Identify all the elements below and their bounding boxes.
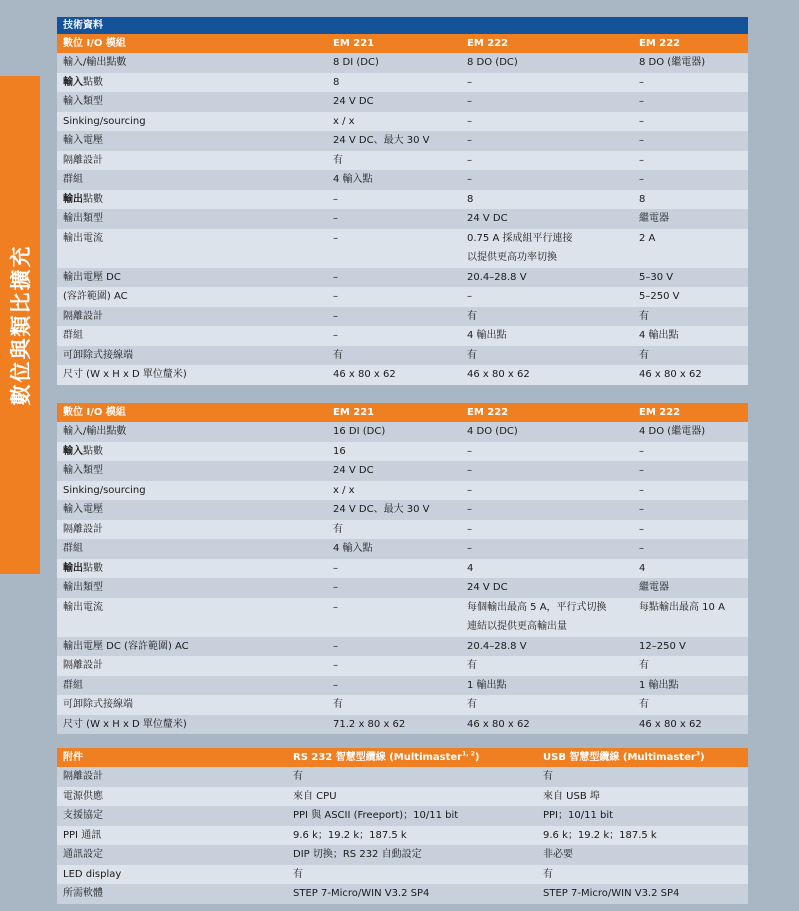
table-cell: 1 輸出點 (467, 679, 507, 691)
row-label-text: 隔離設計 (63, 154, 103, 166)
table-cell: – (467, 445, 472, 457)
table-row (57, 461, 748, 481)
table-cell: – (467, 115, 472, 127)
row-label-text: 輸出類型 (63, 582, 103, 593)
table-cell: 8 (333, 76, 340, 88)
table-cell: 有 (543, 771, 553, 782)
table-cell: – (333, 291, 338, 302)
table-cell: – (333, 232, 338, 244)
row-label-text: 點數 (83, 562, 103, 574)
header-cell: EM 222 (639, 407, 681, 418)
row-label-text: 輸入電壓 (63, 504, 103, 515)
header-cell: RS 232 智慧型纜線 (Multimaster$^{1, 2}$) (293, 750, 480, 763)
table-cell: 24 V DC (333, 465, 374, 476)
row-label (57, 500, 327, 520)
row-label-text: 輸入類型 (63, 96, 103, 107)
header-cell: EM 222 (467, 407, 509, 418)
table-row (57, 539, 748, 559)
cell-line: 以提供更高功率切換 (467, 252, 557, 263)
table-cell: – (639, 484, 644, 496)
table-cell: – (333, 330, 338, 341)
row-label (57, 422, 327, 442)
table-cell: 24 V DC (467, 213, 508, 224)
table-cell: 4 輸入點 (333, 174, 373, 185)
header-cell: 附件 (63, 752, 83, 763)
row-label-text: 點數 (83, 193, 103, 205)
table-row (57, 695, 748, 715)
row-label (57, 656, 327, 676)
table-row (57, 845, 748, 865)
table-row (57, 346, 748, 366)
table-cell: – (333, 193, 338, 205)
table-cell: 4 DO (DC) (467, 426, 518, 437)
table-cell: – (467, 291, 472, 302)
header-cell: EM 221 (333, 38, 375, 49)
section-side-tab (0, 76, 40, 574)
table-title: 技術資料 (57, 17, 748, 34)
table-cell: – (639, 504, 644, 515)
header-cell: 數位 I/O 模組 (63, 38, 126, 49)
row-label (57, 92, 327, 112)
header-cell: EM 221 (333, 407, 375, 418)
table-cell: – (639, 96, 644, 107)
table-cell: 有 (293, 868, 303, 880)
table-cell: 8 DO (繼電器) (639, 57, 706, 68)
table-cell: 非必要 (543, 849, 573, 860)
row-label (57, 481, 327, 501)
table-row (57, 578, 748, 598)
table-cell: 有 (333, 699, 343, 710)
table-row (57, 442, 748, 462)
row-label (57, 461, 327, 481)
table-cell: – (467, 523, 472, 535)
table-cell: 有 (639, 660, 649, 671)
row-label: 通訊設定 (63, 849, 103, 860)
table-cell: – (639, 523, 644, 535)
table-cell: 24 V DC (467, 582, 508, 593)
cell-line: 0.75 A 採成組平行連接 (467, 232, 573, 244)
table-cell: 24 V DC、最大 30 V (333, 135, 430, 146)
table-cell (461, 229, 633, 268)
row-label-text: 群組 (63, 330, 83, 341)
table-cell: 5–250 V (639, 291, 680, 302)
table-cell: 20.4–28.8 V (467, 271, 527, 283)
row-label (57, 151, 327, 171)
table-cell: 71.2 x 80 x 62 (333, 718, 406, 730)
table-cell: 有 (293, 771, 303, 782)
table-cell: – (333, 271, 338, 283)
table-row (57, 53, 748, 73)
table-cell: DIP 切換；RS 232 自動設定 (293, 849, 422, 860)
section-title: 數位與類比擴充 (9, 244, 33, 406)
table-cell: – (639, 465, 644, 476)
table-cell: – (467, 154, 472, 166)
row-label-text: 輸出電流 (63, 601, 103, 613)
table-row (57, 326, 748, 346)
table-cell: x / x (333, 115, 355, 127)
row-label (57, 520, 327, 540)
row-label (57, 190, 327, 210)
row-label-text: 點數 (83, 76, 103, 88)
table-row (57, 676, 748, 696)
table-cell: 4 DO (繼電器) (639, 426, 706, 437)
row-label-bold: 輸入 (63, 445, 83, 457)
row-label-text: 群組 (63, 174, 83, 185)
table-cell: – (639, 115, 644, 127)
row-label (57, 539, 327, 559)
row-label (57, 695, 327, 715)
row-label (57, 637, 327, 657)
header-cell: EM 222 (639, 38, 681, 49)
table-cell: – (333, 679, 338, 691)
table-cell: 有 (639, 699, 649, 710)
table-cell: 12–250 V (639, 640, 686, 652)
row-label-text: 輸入類型 (63, 465, 103, 476)
table-cell: 20.4–28.8 V (467, 640, 527, 652)
table-cell: 5–30 V (639, 271, 674, 283)
table-cell: 8 DO (DC) (467, 57, 518, 68)
table-cell: – (639, 135, 644, 146)
row-label (57, 268, 327, 288)
table-cell: 4 輸出點 (639, 330, 679, 341)
row-label-text: 群組 (63, 543, 83, 554)
table-cell: 2 A (639, 232, 656, 244)
table-body (57, 422, 748, 734)
table-cell: 46 x 80 x 62 (467, 369, 530, 380)
table-row (57, 767, 748, 787)
table-cell: – (467, 135, 472, 146)
table-cell: 4 輸入點 (333, 543, 373, 554)
table-row (57, 422, 748, 442)
table-cell: 有 (639, 310, 649, 322)
table-cell: 1 輸出點 (639, 679, 679, 691)
row-label (57, 598, 327, 618)
spec-table-1 (57, 17, 748, 385)
accessory-table (57, 748, 748, 904)
table-cell: – (333, 660, 338, 671)
table-cell: 24 V DC、最大 30 V (333, 504, 430, 515)
header-cell: 數位 I/O 模組 (63, 407, 126, 418)
table-cell: – (467, 504, 472, 515)
table-row (57, 481, 748, 501)
row-label-text: 可卸除式接線端 (63, 349, 133, 361)
row-label-text: Sinking/sourcing (63, 484, 146, 496)
table-row (57, 190, 748, 210)
table-row (57, 365, 748, 385)
table-cell: – (639, 445, 644, 457)
table-cell: PPI；10/11 bit (543, 810, 614, 821)
table-row (57, 287, 748, 307)
row-label (57, 326, 327, 346)
row-label (57, 715, 327, 735)
table-cell: – (467, 465, 472, 476)
table-cell: 每點輸出最高 10 A (639, 601, 725, 613)
table-row (57, 151, 748, 171)
table-cell: 16 DI (DC) (333, 426, 386, 437)
table-cell: – (467, 96, 472, 107)
table-cell: – (467, 76, 472, 88)
table-cell: PPI 與 ASCII (Freeport)；10/11 bit (293, 810, 459, 821)
header-cell: EM 222 (467, 38, 509, 49)
table-row (57, 884, 748, 904)
table-cell: 4 (639, 562, 646, 574)
table-body (57, 53, 748, 385)
header-cell: USB 智慧型纜線 (Multimaster$^3$) (543, 750, 705, 763)
table-cell: 來自 USB 埠 (543, 790, 600, 802)
table-header (57, 403, 748, 422)
row-label-text: 隔離設計 (63, 310, 103, 322)
row-label (57, 365, 327, 385)
table-cell: 來自 CPU (293, 790, 337, 802)
table-body (57, 767, 748, 904)
table-header (57, 34, 748, 53)
row-label (57, 229, 327, 249)
table-cell: 46 x 80 x 62 (467, 718, 530, 730)
row-label (57, 73, 327, 93)
table-cell: 46 x 80 x 62 (639, 718, 702, 730)
table-cell: 繼電器 (639, 213, 669, 224)
row-label-bold: 輸出 (63, 193, 83, 205)
table-cell: 有 (467, 660, 477, 671)
table-cell: – (333, 582, 338, 593)
table-cell: 16 (333, 445, 346, 457)
table-row (57, 268, 748, 288)
table-cell: 4 (467, 562, 474, 574)
table-cell: STEP 7-Micro/WIN V3.2 SP4 (543, 888, 680, 899)
row-label: 隔離設計 (63, 771, 103, 782)
table-cell: – (639, 174, 644, 185)
row-label-text: 輸入電壓 (63, 135, 103, 146)
table-row (57, 500, 748, 520)
table-cell: 8 (467, 193, 474, 205)
row-label: 支援協定 (63, 810, 103, 821)
table-row (57, 112, 748, 132)
row-label: 電源供應 (63, 790, 103, 802)
table-cell: 有 (467, 310, 477, 322)
row-label (57, 676, 327, 696)
table-row (57, 806, 748, 826)
table-cell: – (333, 310, 338, 322)
row-label (57, 559, 327, 579)
row-label (57, 209, 327, 229)
cell-line: 連結以提供更高輸出量 (467, 621, 567, 632)
row-label-text: (容許範圍) AC (63, 291, 128, 302)
table-cell: 8 DI (DC) (333, 57, 379, 68)
row-label-text: 輸出電流 (63, 232, 103, 244)
row-label (57, 53, 327, 73)
table-row (57, 170, 748, 190)
table-cell: – (333, 601, 338, 613)
table-row (57, 826, 748, 846)
table-cell: 有 (333, 523, 343, 535)
row-label-text: 輸出電壓 DC (63, 271, 121, 283)
row-label-text: 隔離設計 (63, 523, 103, 535)
table-cell: 有 (333, 349, 343, 361)
table-row (57, 229, 748, 268)
table-cell: 8 (639, 193, 646, 205)
table-header (57, 748, 748, 767)
row-label (57, 112, 327, 132)
table-cell: – (467, 543, 472, 554)
cell-line: 每個輸出最高 5 A，平行式切換 (467, 601, 607, 613)
table-row (57, 637, 748, 657)
table-cell: STEP 7-Micro/WIN V3.2 SP4 (293, 888, 430, 899)
table-cell: x / x (333, 484, 355, 496)
table-cell (461, 598, 633, 637)
table-cell: 46 x 80 x 62 (333, 369, 396, 380)
table-row (57, 520, 748, 540)
spec-table-2 (57, 403, 748, 734)
table-cell: – (333, 562, 338, 574)
row-label (57, 442, 327, 462)
table-cell: 9.6 k；19.2 k；187.5 k (543, 829, 657, 841)
row-label: PPI 通訊 (63, 829, 102, 841)
row-label (57, 170, 327, 190)
table-row (57, 559, 748, 579)
table-cell: – (639, 154, 644, 166)
row-label-text: 點數 (83, 445, 103, 457)
row-label-bold: 輸入 (63, 76, 83, 88)
table-cell: – (333, 640, 338, 652)
table-cell: 有 (543, 868, 553, 880)
row-label-text: 輸出電壓 DC (容許範圍) AC (63, 640, 189, 652)
table-row (57, 715, 748, 735)
table-row (57, 307, 748, 327)
row-label-text: 輸入/輸出點數 (63, 57, 127, 68)
table-cell: – (639, 543, 644, 554)
table-cell: – (639, 76, 644, 88)
row-label (57, 287, 327, 307)
table-cell: 4 輸出點 (467, 330, 507, 341)
row-label-text: 尺寸 (W x H x D 單位釐米) (63, 718, 187, 730)
table-cell: – (467, 174, 472, 185)
table-cell: 有 (467, 349, 477, 361)
table-row (57, 656, 748, 676)
table-row (57, 787, 748, 807)
row-label-text: 可卸除式接線端 (63, 699, 133, 710)
row-label (57, 578, 327, 598)
row-label-text: 輸入/輸出點數 (63, 426, 127, 437)
row-label-text: 輸出類型 (63, 213, 103, 224)
row-label-bold: 輸出 (63, 562, 83, 574)
table-cell: 有 (333, 154, 343, 166)
table-cell: 9.6 k；19.2 k；187.5 k (293, 829, 407, 841)
table-cell: 有 (639, 349, 649, 361)
row-label (57, 131, 327, 151)
row-label (57, 307, 327, 327)
table-cell: 24 V DC (333, 96, 374, 107)
row-label (57, 346, 327, 366)
table-cell: 46 x 80 x 62 (639, 369, 702, 380)
row-label-text: 尺寸 (W x H x D 單位釐米) (63, 369, 187, 380)
table-row (57, 92, 748, 112)
table-row (57, 598, 748, 637)
table-row (57, 73, 748, 93)
table-cell: – (333, 213, 338, 224)
row-label-text: 群組 (63, 679, 83, 691)
row-label: 所需軟體 (63, 888, 103, 899)
table-row (57, 209, 748, 229)
row-label-text: 隔離設計 (63, 660, 103, 671)
row-label-text: Sinking/sourcing (63, 115, 146, 127)
table-cell: 有 (467, 699, 477, 710)
table-cell: 繼電器 (639, 582, 669, 593)
table-cell: – (467, 484, 472, 496)
table-row (57, 131, 748, 151)
row-label: LED display (63, 868, 122, 880)
table-row (57, 865, 748, 885)
